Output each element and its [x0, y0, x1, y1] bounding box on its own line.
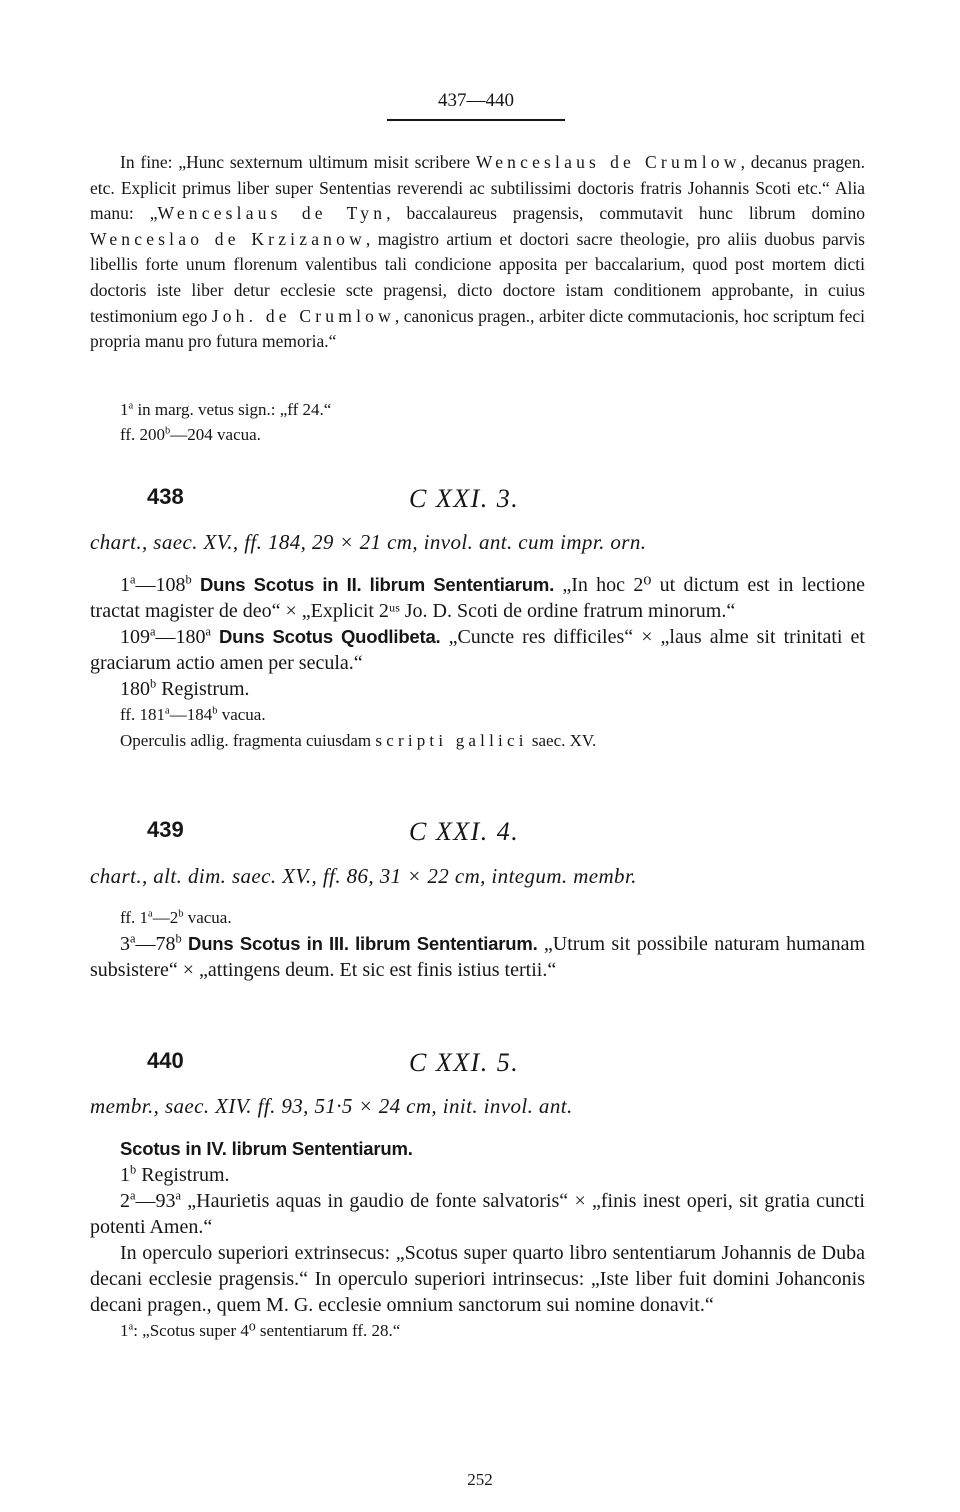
page-number: 252: [467, 1470, 493, 1489]
content-line: 1$^a$—108$^b$ Duns Scotus in II. librum Sententiarum. „In hoc 2⁰ ut dictum est in lectione tractat magister de deo“ × „Explicit 2ᵘˢ Jo. D. Scoti de ordine fratrum minorum.“: [90, 572, 866, 622]
running-head: 437—440: [438, 90, 514, 111]
shelfmark: C XXI. 4.: [409, 817, 520, 846]
entry-number: 439: [147, 817, 184, 842]
person-name: Joh. de Crumlow: [211, 305, 395, 326]
content-line: 180$^b$ Registrum.: [120, 676, 250, 700]
work-title: Duns Scotus in III. librum Sententiarum.: [181, 933, 538, 954]
work-title: Duns Scotus Quodlibeta.: [211, 626, 441, 647]
entry-description: membr., saec. XIV. ff. 93, 51·5 × 24 cm, init. invol. ant.: [90, 1094, 573, 1118]
shelfmark: C XXI. 5.: [409, 1048, 520, 1077]
content-line: 3$^a$—78$^b$ Duns Scotus in III. librum Sententiarum. „Utrum sit possibile naturam humanam subsistere“ × „attingens deum. Et sic est finis istius tertii.“: [90, 931, 865, 981]
intro-text: [90, 150, 865, 355]
content-line: 2$^a$—93$^a$ „Haurietis aquas in gaudio de fonte salvatoris“ × „finis inest operi, sit gratia cuncti potenti Amen.“: [90, 1188, 865, 1238]
shelfmark: C XXI. 3.: [409, 484, 520, 513]
entry-body: [90, 905, 865, 983]
entry-body: [90, 572, 865, 754]
margin-note: 1$^a$ in marg. vetus sign.: „ff 24.“: [120, 400, 332, 419]
content-line: ff. 181$^a$—184$^b$ vacua.: [120, 705, 266, 724]
entry-description: chart., alt. dim. saec. XV., ff. 86, 31 × 22 cm, integum. membr.: [90, 864, 637, 888]
vacant-folios-note: ff. 200$^b$—204 vacua.: [120, 425, 261, 444]
content-line: ff. 1$^a$—2$^b$ vacua.: [120, 908, 232, 927]
header-rule: [387, 119, 565, 121]
content-line: 1$^a$: „Scotus super 4⁰ sententiarum ff. 28.“: [120, 1321, 401, 1340]
content-line: In operculo superiori extrinsecus: „Scotus super quarto libro sententiarum Johannis de Duba decani ecclesie pragensis.“ In operculo superiori intrinsecus: „Iste liber fuit domini Johanconis decani pragen., quem M. G. ecclesie omnium sanctorum sui nomine donavit.“: [90, 1242, 865, 1316]
content-line: 1$^b$ Registrum.: [120, 1162, 230, 1186]
work-title: Scotus in IV. librum Sententiarum.: [120, 1138, 413, 1159]
entry-number: 438: [147, 484, 184, 509]
person-name: Wenceslao de Krzizanow: [90, 228, 366, 249]
content-line: Operculis adlig. fragmenta cuiusdam scripti gallici saec. XV.: [120, 731, 597, 750]
entry-description: chart., saec. XV., ff. 184, 29 × 21 cm, invol. ant. cum impr. orn.: [90, 530, 647, 554]
person-name: Wenceslaus de Tyn: [157, 203, 387, 224]
person-name: Wenceslaus de Crumlow: [475, 152, 741, 172]
entry-body: [90, 1136, 865, 1344]
intro-paragraph: In fine: „Hunc sexternum ultimum misit scribere Wenceslaus de Crumlow, decanus pragen. etc. Explicit primus liber super Sententias reverendi ac subtilissimi doctoris fratris Johannis Scoti etc.“ Alia manu: „Wenceslaus de Tyn, baccalaureus pragensis, commutavit hunc librum domino Wenceslao de Krzizanow, magistro artium et doctori sacre theologie, pro aliis duobus parvis libellis forte unum florenum valentibus tali condicione apposita per baccalarium, quod post mortem dicti doctoris iste liber detur ecclesie scte pragensi, dicto doctore istam conditionem approbante, in cuius testimonium ego Joh. de Crumlow, canonicus pragen., arbiter dicte commutacionis, hoc scriptum feci propria manu pro futura memoria.“: [90, 152, 866, 352]
work-title: Duns Scotus in II. librum Sententiarum.: [191, 574, 555, 595]
entry-number: 440: [147, 1048, 184, 1073]
content-line: 109$^a$—180$^a$ Duns Scotus Quodlibeta. „Cuncte res difficiles“ × „laus alme sit trinitati et graciarum actio amen per secula.“: [90, 624, 865, 674]
content-line: [90, 1136, 865, 1162]
